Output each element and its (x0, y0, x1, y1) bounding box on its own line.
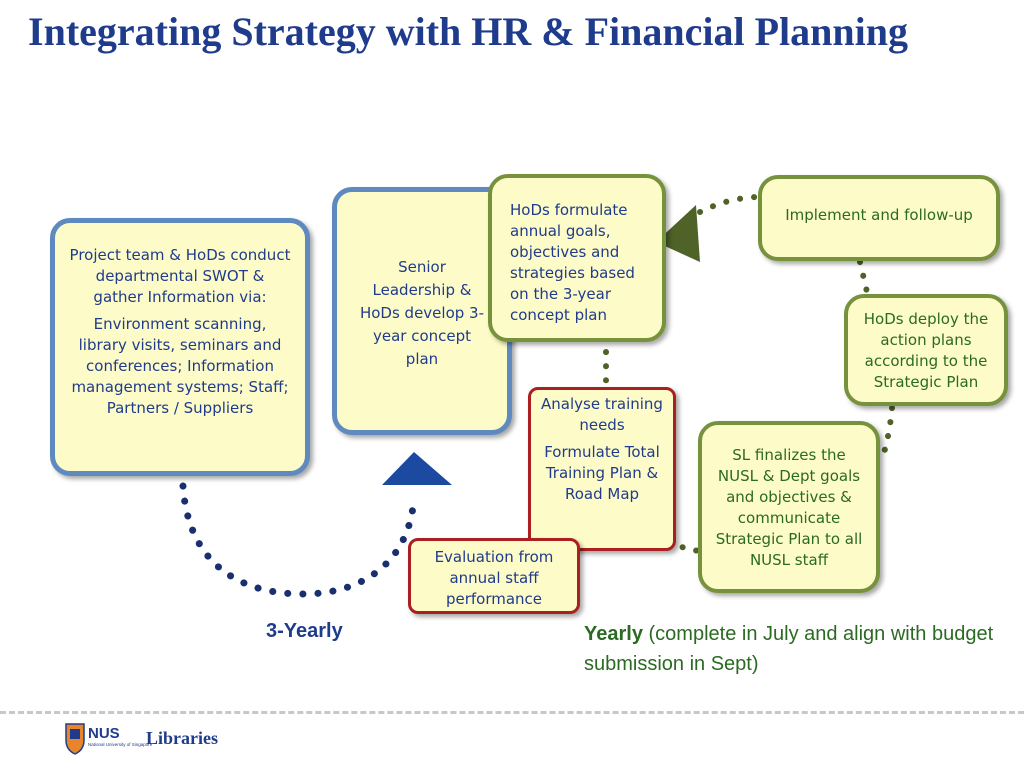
three-yearly-arrowhead (382, 452, 452, 485)
senior-leadership-box (332, 187, 512, 435)
sl-finalizes-box (698, 421, 880, 593)
analyse-training-box (528, 387, 676, 551)
evaluation-text: Evaluation from annual staff performance (434, 548, 554, 608)
yearly-dotted-right-upper (860, 262, 867, 292)
implement-box (758, 175, 1000, 261)
project-team-sources-text: Environment scanning, library visits, seminars and conferences; Information management systems; Staff; Partners / Suppliers (71, 315, 289, 417)
hods-formulate-box (488, 174, 666, 342)
hods-deploy-box (844, 294, 1008, 406)
training-plan-text: Formulate Total Training Plan & Road Map (544, 443, 660, 503)
yearly-dotted-top (700, 197, 756, 212)
yearly-dotted-bottom (672, 538, 700, 551)
project-team-box (50, 218, 310, 476)
three-yearly-dotted-arc (183, 486, 414, 594)
nus-logo-text: NUS (88, 725, 120, 742)
senior-leadership-text: Senior Leadership & HoDs develop 3-year concept plan (359, 258, 485, 368)
evaluation-box (408, 538, 580, 614)
hods-deploy-text: HoDs deploy the action plans according to the Strategic Plan (863, 310, 989, 391)
yearly-caption-detail: (complete in July and align with budget submission in Sept) (584, 623, 994, 675)
sl-finalizes-text: SL finalizes the NUSL & Dept goals and objectives & communicate Strategic Plan to all NUSL staff (715, 446, 863, 569)
nus-crest-icon (64, 722, 153, 756)
three-yearly-label: 3-Yearly (266, 620, 343, 642)
page-title: Integrating Strategy with HR & Financial Planning (28, 9, 909, 54)
yearly-caption (584, 619, 1004, 679)
nus-logo (64, 722, 153, 761)
nus-logo-subtext: National University of Singapore (88, 742, 153, 747)
implement-text: Implement and follow-up (785, 206, 973, 224)
footer-divider (0, 711, 1024, 714)
hods-formulate-text: HoDs formulate annual goals, objectives and strategies based on the 3-year concept plan (510, 201, 635, 324)
analyse-training-text: Analyse training needs (541, 395, 663, 434)
yearly-caption-bold: Yearly (584, 623, 643, 645)
project-team-text: Project team & HoDs conduct departmental SWOT & gather Information via: (69, 246, 291, 306)
libraries-label: Libraries (146, 728, 218, 748)
yearly-dotted-right-lower (881, 408, 892, 462)
